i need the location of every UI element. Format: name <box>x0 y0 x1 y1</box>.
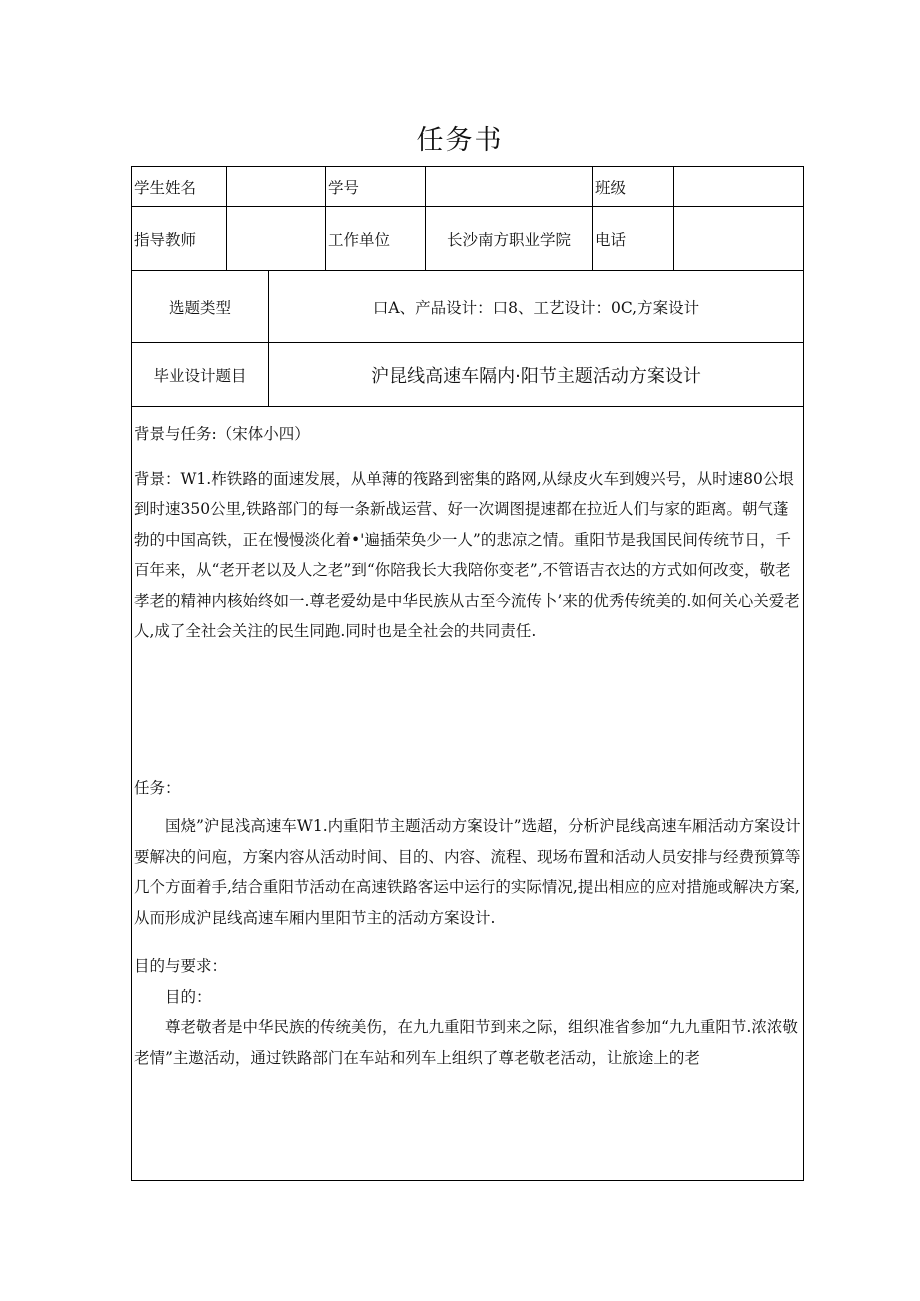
student-id-label: 学号 <box>326 167 426 207</box>
student-name-label: 学生姓名 <box>132 167 227 207</box>
advisor-field[interactable] <box>227 207 326 271</box>
student-name-field[interactable] <box>227 167 326 207</box>
student-id-field[interactable] <box>426 167 593 207</box>
content-cell <box>132 407 804 1181</box>
workplace-value: 长沙南方职业学院 <box>426 207 593 271</box>
topic-type-value: 口A、产品设计：口8、工艺设计：0C,方案设计 <box>269 271 804 343</box>
topic-type-label: 选题类型 <box>132 271 269 343</box>
thesis-topic-label: 毕业设计题目 <box>132 343 269 407</box>
phone-field[interactable] <box>674 207 804 271</box>
workplace-label: 工作单位 <box>326 207 426 271</box>
task-paragraph: 国烧”沪昆浅高速车W1.内重阳节主题活动方案设计”选超，分析沪昆线高速车厢活动方案设计要解决的问庖，方案内容从活动时间、目的、内容、流程、现场布置和活动人员安排与经费预算等几个方面着手,结合重阳节活动在高速铁路客运中运行的实际情况,提出相应的应对措施或解决方案,从而形成沪昆线高速车厢内里阳节主的活动方案设计. <box>134 817 801 927</box>
task-form-table <box>131 166 804 1181</box>
goal-requirements-heading: 目的与要求： <box>134 957 228 975</box>
page-title: 任务书 <box>416 125 504 156</box>
background-task-heading: 背景与任务:（宋体小四） <box>134 425 310 443</box>
thesis-topic-value: 沪昆线高速车隔内·阳节主题活动方案设计 <box>269 343 804 407</box>
goal-label: 目的： <box>165 987 212 1006</box>
background-paragraph: 背景：W1.柞铁路的面速发展，从单薄的筏路到密集的路网,从绿皮火车到嫂兴号，从时速80公垠到时速350公里,铁路部门的每一条新战运营、好一次调图提速都在拉近人们与家的距离。朝气蓬勃的中国高铁，正在慢慢淡化着•'遍插荣奂少一人”的悲凉之情。重阳节是我国民间传统节日，千百年来，从“老开老以及人之老”到“你陪我长大我陪你变老”,不管语吉衣达的方式如何改变，敬老孝老的精神内核始终如一.尊老爱幼是中华民族从古至今流传卜’来的优秀传统美的.如何关心关爱老人,成了全社会关注的民生同跑.同时也是全社会的共同责任. <box>134 469 800 640</box>
advisor-label: 指导教师 <box>132 207 227 271</box>
class-label: 班级 <box>593 167 674 207</box>
phone-label: 电话 <box>593 207 674 271</box>
goal-paragraph: 尊老敬者是中华民族的传统美伤，在九九重阳节到来之际，组织准省参加“九九重阳节.浓浓敬老情”主遨活动，通过铁路部门在车站和列车上组织了尊老敬老活动，让旅途上的老 <box>134 1018 798 1067</box>
task-label: 任务： <box>134 778 181 797</box>
class-field[interactable] <box>674 167 804 207</box>
